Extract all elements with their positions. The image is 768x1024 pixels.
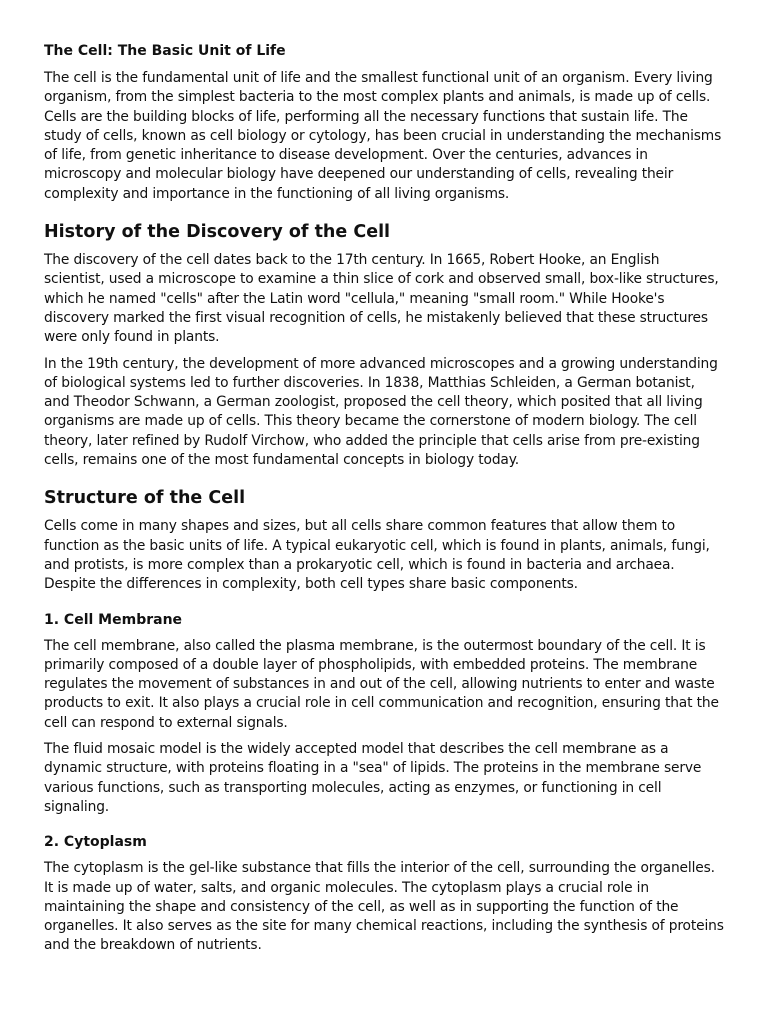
membrane-heading: 1. Cell Membrane: [44, 611, 183, 628]
cytoplasm-paragraph: The cytoplasm is the gel-like substance that fills the interior of the cell, surrounding the organelles. It is made up of water, salts, and organic molecules. The cytoplasm plays a crucial role in maintaining the shape and consistency of the cell, as well as in supporting the function of the organelles. It also serves as the site for many chemical reactions, including the synthesis of proteins and the breakdown of nutrients.: [44, 860, 724, 954]
membrane-paragraph-1: The cell membrane, also called the plasma membrane, is the outermost boundary of the cell. It is primarily composed of a double layer of phospholipids, with embedded proteins. The membrane regulates the movement of substances in and out of the cell, allowing nutrients to enter and waste products to exit. It also plays a crucial role in cell communication and recognition, ensuring that the cell can respond to external signals.: [44, 637, 719, 731]
history-paragraph-1: The discovery of the cell dates back to the 17th century. In 1665, Robert Hooke, an English scientist, used a microscope to examine a thin slice of cork and observed small, box-like structures, which he named "cells" after the Latin word "cellula," meaning "small room." While Hooke's discovery marked the first visual recognition of cells, he mistakenly believed that these structures were only found in plants.: [44, 252, 719, 346]
cytoplasm-heading: 2. Cytoplasm: [44, 834, 147, 851]
history-paragraph-2: In the 19th century, the development of more advanced microscopes and a growing understanding of biological systems led to further discoveries. In 1838, Matthias Schleiden, a German botanist, and Theodor Schwann, a German zoologist, proposed the cell theory, which posited that all living organisms are made up of cells. This theory became the cornerstone of modern biology. The cell theory, later refined by Rudolf Virchow, who added the principle that cells arise from pre-existing cells, remains one of the most fundamental concepts in biology today.: [44, 355, 718, 469]
structure-paragraph: Cells come in many shapes and sizes, but all cells share common features that allow them to function as the basic units of life. A typical eukaryotic cell, which is found in plants, animals, fungi, and protists, is more complex than a prokaryotic cell, which is found in bacteria and archaea. Despite the differences in complexity, both cell types share basic components.: [44, 518, 710, 593]
document-title: The Cell: The Basic Unit of Life: [44, 43, 286, 59]
membrane-paragraph-2: The fluid mosaic model is the widely accepted model that describes the cell membrane as a dynamic structure, with proteins floating in a "sea" of lipids. The proteins in the membrane serve various functions, such as transporting molecules, acting as enzymes, or functioning in cell signaling.: [44, 741, 702, 815]
history-heading: History of the Discovery of the Cell: [44, 222, 391, 243]
intro-paragraph: The cell is the fundamental unit of life and the smallest functional unit of an organism. Every living organism, from the simplest bacteria to the most complex plants and animals, is made up of cells. Cells are the building blocks of life, performing all the necessary functions that sustain life. The study of cells, known as cell biology or cytology, has been crucial in understanding the mechanisms of life, from genetic inheritance to disease development. Over the centuries, advances in microscopy and molecular biology have deepened our understanding of cells, revealing their complexity and importance in the functioning of all living organisms.: [44, 70, 722, 202]
structure-heading: Structure of the Cell: [44, 488, 246, 509]
